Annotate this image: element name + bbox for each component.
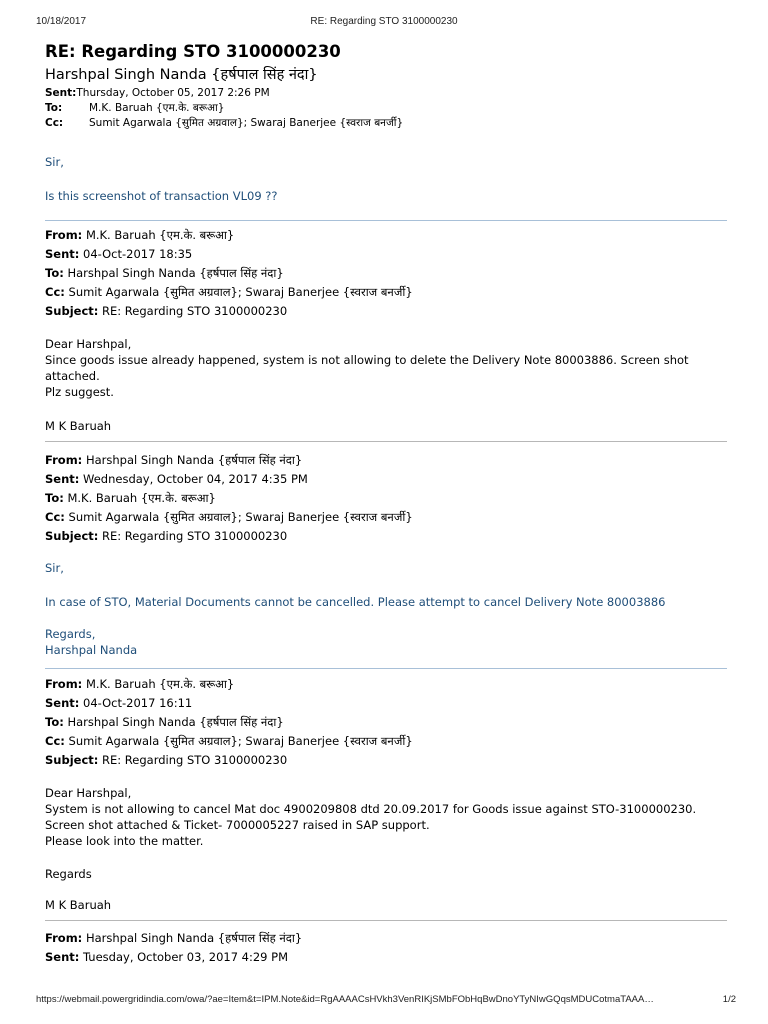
quoted-signature: Harshpal Nanda	[45, 643, 138, 657]
subject-label: Subject:	[45, 304, 99, 318]
sent-label: Sent:	[45, 87, 77, 99]
quoted-greeting: Dear Harshpal,	[45, 786, 132, 800]
quoted-subject-row	[45, 527, 725, 546]
quoted-sent-row	[45, 245, 725, 264]
quoted-body-line: In case of STO, Material Documents cannot be cancelled. Please attempt to cancel Delivery Note 80003886	[45, 595, 666, 609]
quoted-body-line: Since goods issue already happened, system is not allowing to delete the Delivery Note 80003886. Screen shot	[45, 353, 689, 367]
quoted-sent: Wednesday, October 04, 2017 4:35 PM	[83, 472, 308, 486]
quoted-sent-row	[45, 694, 725, 713]
sent-label: Sent:	[45, 950, 80, 964]
sender-name[interactable]: Harshpal Singh Nanda {हर्षपाल सिंह नंदा}	[45, 67, 318, 83]
quoted-signature: M K Baruah	[45, 419, 112, 433]
quoted-sent-row	[45, 948, 725, 967]
quoted-from[interactable]: M.K. Baruah {एम.के. बरूआ}	[85, 228, 235, 242]
quoted-to[interactable]: M.K. Baruah {एम.के. बरूआ}	[67, 491, 216, 505]
quoted-body-line: Plz suggest.	[45, 385, 114, 399]
quoted-signature: M K Baruah	[45, 898, 112, 912]
to-recipient[interactable]: M.K. Baruah {एम.के. बरूआ}	[89, 102, 225, 114]
quoted-subject-row	[45, 302, 725, 321]
sent-row	[45, 86, 725, 101]
quoted-sent: 04-Oct-2017 16:11	[83, 696, 193, 710]
message-separator	[45, 668, 727, 669]
quoted-to[interactable]: Harshpal Singh Nanda {हर्षपाल सिंह नंदा}	[67, 715, 284, 729]
email-subject: RE: Regarding STO 3100000230	[45, 42, 341, 61]
body-greeting: Sir,	[45, 155, 64, 169]
quoted-from-row	[45, 226, 725, 245]
cc-label: Cc:	[45, 734, 65, 748]
quoted-closing: Regards,	[45, 627, 96, 641]
from-label: From:	[45, 453, 83, 467]
quoted-body-line: Screen shot attached & Ticket- 7000005227 raised in SAP support.	[45, 818, 430, 832]
quoted-from[interactable]: Harshpal Singh Nanda {हर्षपाल सिंह नंदा}	[85, 453, 303, 467]
page-url[interactable]: https://webmail.powergridindia.com/owa/?ae=Item&t=IPM.Note&id=RgAAAACsHVkh3VenRIKjSMbFObHqBwDnoYTyNIwGQqsMDUCotmaTAAA…	[36, 994, 654, 1005]
to-label: To:	[45, 266, 64, 280]
cc-label: Cc:	[45, 510, 65, 524]
message-separator	[45, 441, 727, 442]
quoted-sent: 04-Oct-2017 18:35	[83, 247, 193, 261]
sent-label: Sent:	[45, 247, 80, 261]
message-meta	[45, 86, 725, 131]
to-label: To:	[45, 491, 64, 505]
sent-label: Sent:	[45, 472, 80, 486]
quoted-subject: RE: Regarding STO 3100000230	[102, 304, 288, 318]
quoted-from-row	[45, 675, 725, 694]
page-number: 1/2	[722, 994, 736, 1005]
quoted-cc-row	[45, 283, 725, 302]
quoted-body-line: System is not allowing to cancel Mat doc 4900209808 dtd 20.09.2017 for Goods issue against STO-3100000230.	[45, 802, 697, 816]
subject-label: Subject:	[45, 529, 99, 543]
to-label: To:	[45, 715, 64, 729]
quoted-to-row	[45, 713, 725, 732]
message-separator	[45, 920, 727, 921]
quoted-body-line: attached.	[45, 369, 100, 383]
quoted-subject-row	[45, 751, 725, 770]
quoted-subject: RE: Regarding STO 3100000230	[102, 753, 288, 767]
message-separator	[45, 220, 727, 221]
quoted-body-line: Please look into the matter.	[45, 834, 204, 848]
sent-value: Thursday, October 05, 2017 2:26 PM	[76, 87, 270, 99]
print-header	[36, 16, 732, 30]
print-footer	[36, 994, 736, 1008]
quoted-greeting: Sir,	[45, 561, 64, 575]
from-label: From:	[45, 228, 83, 242]
subject-label: Subject:	[45, 753, 99, 767]
cc-label: Cc:	[45, 285, 65, 299]
quoted-to[interactable]: Harshpal Singh Nanda {हर्षपाल सिंह नंदा}	[67, 266, 284, 280]
from-label: From:	[45, 677, 83, 691]
to-row	[45, 101, 725, 116]
quoted-message	[45, 451, 725, 668]
quoted-from-row	[45, 929, 725, 948]
quoted-cc-row	[45, 508, 725, 527]
cc-row	[45, 116, 725, 131]
print-date: 10/18/2017	[36, 16, 87, 27]
quoted-greeting: Dear Harshpal,	[45, 337, 132, 351]
to-label: To:	[45, 102, 63, 114]
quoted-from[interactable]: Harshpal Singh Nanda {हर्षपाल सिंह नंदा}	[85, 931, 303, 945]
print-title: RE: Regarding STO 3100000230	[310, 16, 458, 27]
cc-recipients[interactable]: Sumit Agarwala {सुमित अग्रवाल}; Swaraj Banerjee {स्वराज बनर्जी}	[89, 117, 404, 129]
from-label: From:	[45, 931, 83, 945]
quoted-cc[interactable]: Sumit Agarwala {सुमित अग्रवाल}; Swaraj Banerjee {स्वराज बनर्जी}	[68, 734, 413, 748]
quoted-sent: Tuesday, October 03, 2017 4:29 PM	[83, 950, 289, 964]
email-content	[45, 40, 725, 967]
quoted-to-row	[45, 489, 725, 508]
quoted-subject: RE: Regarding STO 3100000230	[102, 529, 288, 543]
quoted-sent-row	[45, 470, 725, 489]
quoted-message	[45, 929, 725, 967]
quoted-to-row	[45, 264, 725, 283]
quoted-from-row	[45, 451, 725, 470]
sent-label: Sent:	[45, 696, 80, 710]
quoted-cc-row	[45, 732, 725, 751]
body-text: Is this screenshot of transaction VL09 ??	[45, 189, 278, 203]
quoted-cc[interactable]: Sumit Agarwala {सुमित अग्रवाल}; Swaraj Banerjee {स्वराज बनर्जी}	[68, 285, 413, 299]
quoted-from[interactable]: M.K. Baruah {एम.के. बरूआ}	[85, 677, 235, 691]
quoted-cc[interactable]: Sumit Agarwala {सुमित अग्रवाल}; Swaraj Banerjee {स्वराज बनर्जी}	[68, 510, 413, 524]
quoted-message	[45, 675, 725, 920]
quoted-closing: Regards	[45, 867, 92, 881]
cc-label: Cc:	[45, 117, 64, 129]
quoted-message	[45, 226, 725, 441]
